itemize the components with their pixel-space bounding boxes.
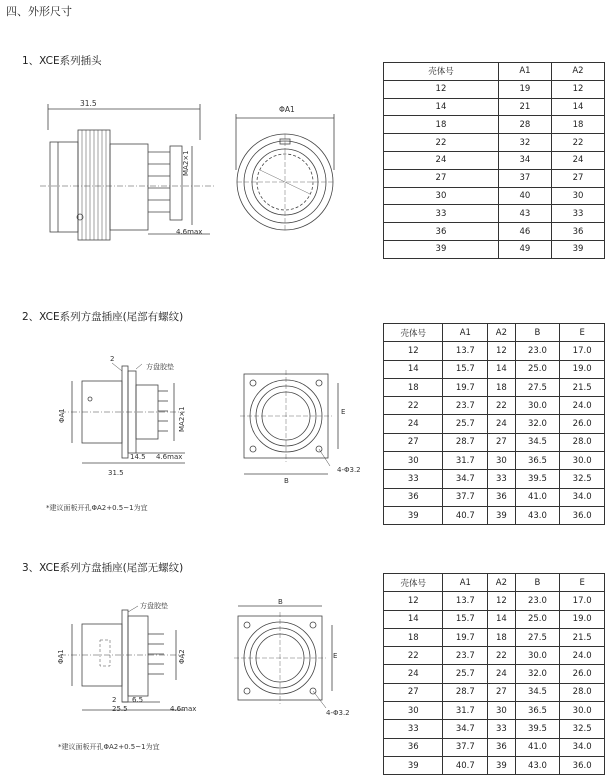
plug-thread-dim: MA2×1: [182, 150, 190, 176]
table-cell: 40: [498, 187, 551, 205]
plug-diameter-dim: ΦA1: [279, 105, 295, 114]
table-cell: 36.5: [515, 702, 560, 720]
table-cell: 25.0: [515, 610, 560, 628]
table-cell: 18: [488, 628, 515, 646]
plain-tail-dim: 4.6max: [170, 705, 197, 713]
table-header: B: [515, 324, 560, 342]
table-cell: 27.5: [515, 378, 560, 396]
table-header: 壳体号: [384, 324, 443, 342]
table-cell: 25.0: [515, 360, 560, 378]
table-cell: 18: [384, 628, 443, 646]
table-cell: 32.5: [560, 720, 605, 738]
table-cell: 43: [498, 205, 551, 223]
table-cell: 12: [488, 592, 515, 610]
table-cell: 49: [498, 240, 551, 258]
table-cell: 30: [384, 702, 443, 720]
plain-d1-dim: 2: [112, 696, 117, 704]
table-row: [384, 720, 605, 738]
table-row: [384, 240, 605, 258]
table-row: [384, 756, 605, 774]
table-cell: 26.0: [560, 665, 605, 683]
plain-diameter2-dim: ΦA2: [178, 649, 186, 664]
table-cell: 37.7: [443, 738, 488, 756]
table-cell: 15.7: [443, 610, 488, 628]
table-cell: 28.7: [443, 683, 488, 701]
table-cell: 34.7: [443, 720, 488, 738]
table-cell: 32.0: [515, 415, 560, 433]
table-cell: 12: [551, 80, 604, 98]
table-row: [384, 98, 605, 116]
table-row: [384, 415, 605, 433]
table-header: 壳体号: [384, 574, 443, 592]
table-cell: 21.5: [560, 378, 605, 396]
table-cell: 36: [384, 488, 443, 506]
table-cell: 25.7: [443, 665, 488, 683]
table-cell: 18: [488, 378, 515, 396]
table-cell: 22: [551, 134, 604, 152]
table-header: A1: [443, 324, 488, 342]
table-cell: 37: [498, 169, 551, 187]
table-cell: 12: [488, 342, 515, 360]
table-cell: 32: [498, 134, 551, 152]
table-cell: 24: [488, 665, 515, 683]
table-cell: 39.5: [515, 470, 560, 488]
table-header: A1: [443, 574, 488, 592]
table-cell: 27: [384, 683, 443, 701]
section-2-title: 2、XCE系列方盘插座(尾部有螺纹): [22, 311, 184, 323]
table-cell: 32.0: [515, 665, 560, 683]
table-cell: 30: [488, 702, 515, 720]
table-cell: 22: [384, 397, 443, 415]
table-cell: 31.7: [443, 452, 488, 470]
table-cell: 22: [384, 647, 443, 665]
plain-panel-cutout-note: *建议面板开孔ΦA2+0.5~1为宜: [58, 743, 160, 751]
plain-e-dim: E: [333, 652, 338, 660]
plain-diameter-dim: ΦA1: [57, 649, 65, 664]
plug-length-dim: 31.5: [80, 99, 97, 108]
table-cell: 12: [384, 592, 443, 610]
table-row: [384, 397, 605, 415]
table-cell: 39: [551, 240, 604, 258]
table-cell: 28.7: [443, 433, 488, 451]
table-cell: 28.0: [560, 683, 605, 701]
table-row: [384, 80, 605, 98]
table-header: A2: [488, 324, 515, 342]
table-cell: 33: [384, 720, 443, 738]
plain-d2-dim: 6.5: [132, 696, 144, 704]
table-row: [384, 470, 605, 488]
table-row: [384, 738, 605, 756]
table-cell: 17.0: [560, 592, 605, 610]
table-cell: 43.0: [515, 756, 560, 774]
table-cell: 22: [488, 647, 515, 665]
plain-mounting-holes-dim: 4-Φ3.2: [326, 709, 350, 717]
table-row: [384, 223, 605, 241]
table-row: [384, 205, 605, 223]
table-cell: 15.7: [443, 360, 488, 378]
table-cell: 14: [488, 360, 515, 378]
table-cell: 24: [384, 151, 499, 169]
table-row: [384, 610, 605, 628]
receptacle-plain-spec-table: [383, 573, 605, 775]
table-row: [384, 116, 605, 134]
table-cell: 18: [551, 116, 604, 134]
table-cell: 14: [384, 610, 443, 628]
table-row: [384, 488, 605, 506]
table-row: [384, 151, 605, 169]
table-cell: 12: [384, 342, 443, 360]
receptacle-e-dim: E: [341, 408, 346, 416]
plain-b-dim: B: [278, 598, 283, 606]
table-cell: 21: [498, 98, 551, 116]
table-cell: 39: [384, 506, 443, 524]
table-cell: 33: [488, 470, 515, 488]
table-header: E: [560, 324, 605, 342]
table-cell: 24: [488, 415, 515, 433]
table-row: [384, 342, 605, 360]
table-header: B: [515, 574, 560, 592]
table-cell: 28.0: [560, 433, 605, 451]
table-cell: 33: [384, 470, 443, 488]
table-header-row: [384, 574, 605, 592]
table-cell: 24: [384, 415, 443, 433]
table-header: A2: [488, 574, 515, 592]
table-row: [384, 506, 605, 524]
table-row: [384, 665, 605, 683]
table-cell: 18: [384, 116, 499, 134]
table-cell: 12: [384, 80, 499, 98]
table-cell: 34.0: [560, 738, 605, 756]
table-row: [384, 378, 605, 396]
table-cell: 30.0: [560, 702, 605, 720]
table-cell: 33: [488, 720, 515, 738]
table-cell: 28: [498, 116, 551, 134]
receptacle-threaded-spec-table: [383, 323, 605, 525]
table-cell: 40.7: [443, 506, 488, 524]
table-row: [384, 169, 605, 187]
table-row: [384, 628, 605, 646]
page-heading: 四、外形尺寸: [6, 5, 72, 18]
table-cell: 27: [488, 433, 515, 451]
section-3-title: 3、XCE系列方盘插座(尾部无螺纹): [22, 562, 184, 574]
table-cell: 30: [551, 187, 604, 205]
table-header-row: [384, 324, 605, 342]
table-cell: 14: [488, 610, 515, 628]
table-cell: 34.7: [443, 470, 488, 488]
table-header-row: [384, 63, 605, 81]
table-cell: 30: [384, 452, 443, 470]
table-cell: 27: [488, 683, 515, 701]
receptacle-b-dim: B: [284, 477, 289, 485]
table-cell: 36: [488, 488, 515, 506]
table-cell: 36.0: [560, 506, 605, 524]
table-cell: 36: [488, 738, 515, 756]
table-cell: 43.0: [515, 506, 560, 524]
table-row: [384, 187, 605, 205]
table-header: E: [560, 574, 605, 592]
table-cell: 22: [384, 134, 499, 152]
table-cell: 34.5: [515, 433, 560, 451]
table-header: A2: [551, 63, 604, 81]
table-header: 壳体号: [384, 63, 499, 81]
table-cell: 36.0: [560, 756, 605, 774]
gasket-label: 方盘胶垫: [146, 363, 174, 371]
table-cell: 21.5: [560, 628, 605, 646]
table-cell: 19.7: [443, 628, 488, 646]
plug-front-view: [234, 110, 344, 240]
table-row: [384, 647, 605, 665]
table-row: [384, 134, 605, 152]
table-cell: 34.0: [560, 488, 605, 506]
table-row: [384, 433, 605, 451]
table-cell: 24.0: [560, 647, 605, 665]
table-cell: 27: [384, 433, 443, 451]
table-cell: 34.5: [515, 683, 560, 701]
receptacle-tail-dim: 4.6max: [156, 453, 183, 461]
table-cell: 39: [384, 240, 499, 258]
table-cell: 36.5: [515, 452, 560, 470]
table-row: [384, 683, 605, 701]
table-cell: 19.0: [560, 360, 605, 378]
plug-spec-table: [383, 62, 605, 259]
table-cell: 32.5: [560, 470, 605, 488]
table-cell: 30.0: [515, 647, 560, 665]
table-cell: 27: [384, 169, 499, 187]
table-row: [384, 702, 605, 720]
table-row: [384, 360, 605, 378]
table-cell: 18: [384, 378, 443, 396]
table-cell: 19: [498, 80, 551, 98]
table-cell: 39: [488, 506, 515, 524]
table-cell: 23.7: [443, 397, 488, 415]
table-row: [384, 592, 605, 610]
table-cell: 39.5: [515, 720, 560, 738]
table-cell: 30.0: [515, 397, 560, 415]
table-cell: 30: [488, 452, 515, 470]
table-cell: 17.0: [560, 342, 605, 360]
receptacle-thread-dim: MA2×1: [178, 406, 186, 432]
table-cell: 27: [551, 169, 604, 187]
table-cell: 36: [384, 223, 499, 241]
table-cell: 23.7: [443, 647, 488, 665]
receptacle-length-dim: 31.5: [108, 469, 124, 477]
table-cell: 30: [384, 187, 499, 205]
table-cell: 34: [498, 151, 551, 169]
table-cell: 24: [384, 665, 443, 683]
table-cell: 41.0: [515, 738, 560, 756]
table-row: [384, 452, 605, 470]
plug-side-view: [40, 100, 220, 240]
table-cell: 14: [551, 98, 604, 116]
table-cell: 41.0: [515, 488, 560, 506]
panel-cutout-note: *建议面板开孔ΦA2+0.5~1为宜: [46, 504, 148, 512]
table-cell: 23.0: [515, 592, 560, 610]
table-cell: 39: [384, 756, 443, 774]
table-cell: 39: [488, 756, 515, 774]
table-cell: 33: [384, 205, 499, 223]
table-cell: 46: [498, 223, 551, 241]
table-cell: 23.0: [515, 342, 560, 360]
plain-length-dim: 25.5: [112, 705, 128, 713]
table-cell: 24: [551, 151, 604, 169]
table-cell: 14: [384, 98, 499, 116]
receptacle-diameter-dim: ΦA1: [58, 408, 66, 423]
plug-tail-dim: 4.6max: [176, 228, 203, 236]
receptacle-d1-dim: 14.5: [130, 453, 146, 461]
table-cell: 36: [384, 738, 443, 756]
section-1-title: 1、XCE系列插头: [22, 55, 102, 67]
plain-gasket-label: 方盘胶垫: [140, 602, 168, 610]
table-header: A1: [498, 63, 551, 81]
table-cell: 33: [551, 205, 604, 223]
flange-thickness-dim: 2: [110, 355, 115, 363]
table-cell: 37.7: [443, 488, 488, 506]
table-cell: 36: [551, 223, 604, 241]
table-cell: 22: [488, 397, 515, 415]
table-cell: 24.0: [560, 397, 605, 415]
table-cell: 31.7: [443, 702, 488, 720]
table-cell: 14: [384, 360, 443, 378]
mounting-holes-dim: 4-Φ3.2: [337, 466, 361, 474]
table-cell: 13.7: [443, 342, 488, 360]
table-cell: 30.0: [560, 452, 605, 470]
table-cell: 40.7: [443, 756, 488, 774]
table-cell: 26.0: [560, 415, 605, 433]
table-cell: 27.5: [515, 628, 560, 646]
table-cell: 19.0: [560, 610, 605, 628]
table-cell: 19.7: [443, 378, 488, 396]
table-cell: 25.7: [443, 415, 488, 433]
table-cell: 13.7: [443, 592, 488, 610]
